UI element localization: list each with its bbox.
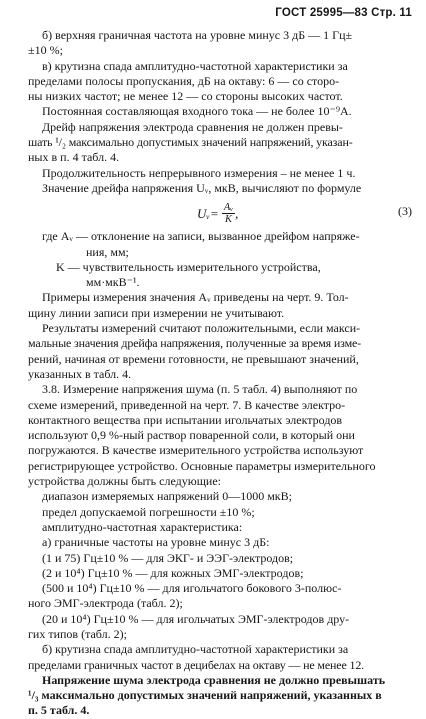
text-line: мальные значения дрейфа напряжения, полученные за время изме- <box>28 336 362 351</box>
text-line: п. 5 табл. 4. <box>28 703 90 718</box>
text-line: ных в п. 4 табл. 4. <box>28 150 120 165</box>
text-line: схеме измерений, приведенной на черт. 7. В качестве электро- <box>28 397 346 412</box>
text-line: б) верхняя граничная частота на уровне минус 3 дБ — 1 Гц± <box>42 28 353 42</box>
text-line: регистрирующее устройство. Основные параметры измерительного <box>28 458 376 473</box>
formula-fraction <box>222 202 235 225</box>
text-line: пределами полосы пропускания, дБ на октаву: 6 — со сторо- <box>28 73 340 88</box>
text-line: предел допускаемой погрешности ±10 %; <box>42 504 255 519</box>
text-line: (500 и 10⁴) Гц±10 % — для игольчатого бокового 3-полюс- <box>42 581 342 596</box>
text-line: Продолжительность непрерывного измерения – не менее 1 ч. <box>42 165 356 180</box>
text-line: (20 и 10⁴) Гц±10 % — для игольчатых ЭМГ-электродов дру- <box>42 611 350 626</box>
text-line: ны низких частот; не менее 12 — со стороны высоких частот. <box>28 89 343 104</box>
formula-number: (3) <box>398 204 412 219</box>
text-line: контактного вещества при испытании игольчатых электродов <box>28 412 343 427</box>
text-line: б) крутизна спада амплитудно-частотной характеристики за <box>42 642 349 657</box>
text-line: Напряжение шума электрода сравнения не должно превышать <box>42 672 386 687</box>
text-line: а) граничные частоты на уровне минус 3 дБ: <box>42 535 270 550</box>
text-line: где Aᵥ — отклонение на записи, вызванное дрейфом напряже- <box>42 229 360 244</box>
text-line: ного ЭМГ-электрода (табл. 2); <box>28 596 183 611</box>
page-header: ГОСТ 25995—83 Стр. 11 <box>275 7 412 19</box>
formula-numerator: Aᵥ <box>223 202 234 214</box>
text-line: (1 и 75) Гц±10 % — для ЭКГ- и ЭЭГ-электродов; <box>42 550 294 565</box>
text-line: Примеры измерения значения Aᵥ приведены на черт. 9. Тол- <box>42 290 349 305</box>
text-line: (2 и 10⁴) Гц±10 % — для кожных ЭМГ-электродов; <box>42 565 304 580</box>
formula-denominator: K <box>224 214 232 226</box>
text-line: Дрейф напряжения электрода сравнения не должен превы- <box>42 119 343 134</box>
text-line: 3.8. Измерение напряжения шума (п. 5 табл. 4) выполняют по <box>42 382 358 397</box>
text-line: в) крутизна спада амплитудно-частотной характеристики за <box>42 58 348 73</box>
text-line: ±10 %; <box>28 43 63 58</box>
text-line: Значение дрейфа напряжения Uᵥ, мкВ, вычисляют по формуле <box>42 180 362 195</box>
text-line: гих типов (табл. 2); <box>28 626 127 641</box>
formula-comma: , <box>235 206 239 222</box>
formula-3 <box>28 196 412 229</box>
text-line: диапазон измеряемых напряжений 0—1000 мкВ; <box>42 489 292 504</box>
text-line: ния, мм; <box>86 244 129 259</box>
text-line: мм·мкВ⁻¹. <box>86 275 140 290</box>
document-body <box>28 28 412 719</box>
text-line: Постоянная составляющая входного тока — не более 10⁻⁹А. <box>42 104 352 119</box>
text-line: щину линии записи при измерении не учитывают. <box>28 305 285 320</box>
text-line: рений, начиная от времени готовности, не превышают значений, <box>28 351 359 366</box>
text-line: ¹/₃ максимально допустимых значений напряжений, указанных в <box>28 688 382 703</box>
text-line: пределами граничных частот в децибелах на октаву — не менее 12. <box>28 657 365 672</box>
text-line: K — чувствительность измерительного устройства, <box>56 259 321 274</box>
text-line: устройства должны быть следующие: <box>28 474 222 489</box>
text-line: Результаты измерений считают положительными, если макси- <box>42 321 361 336</box>
text-line: указанных в табл. 4. <box>28 366 132 381</box>
text-line: используют 0,9 %-ный раствор поваренной соли, в который они <box>28 428 355 443</box>
text-line: погружаются. В качестве измерительного устройства используют <box>28 443 364 458</box>
formula-lhs: Uᵥ= <box>197 206 219 222</box>
text-line: амплитудно-частотная характеристика: <box>42 519 243 534</box>
text-line: шать ¹/₂ максимально допустимых значений напряжений, указан- <box>28 135 353 150</box>
